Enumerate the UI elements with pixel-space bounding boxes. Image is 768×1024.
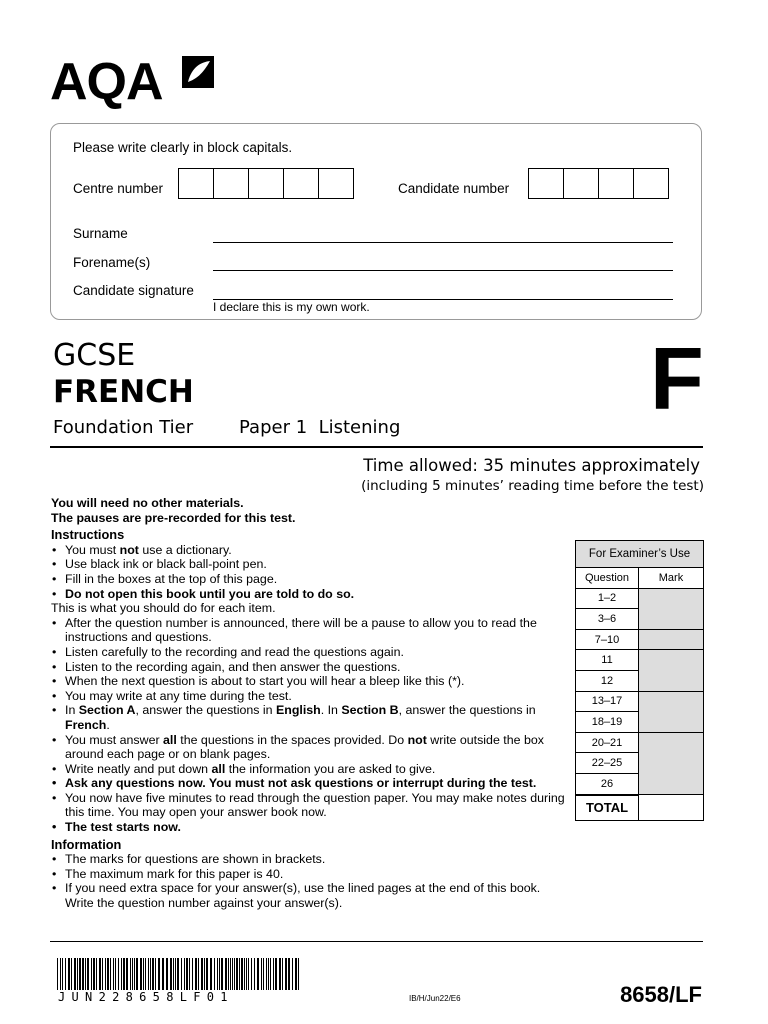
barcode-bar — [123, 958, 125, 990]
candidate-digit-box[interactable] — [563, 168, 599, 199]
barcode-bar — [57, 958, 58, 990]
question-cell: 18–19 — [576, 712, 639, 733]
instructions-body — [51, 496, 571, 911]
barcode-bar — [60, 958, 61, 990]
barcode-bar — [85, 958, 86, 990]
subject-title: FRENCH — [53, 374, 194, 410]
forename-line[interactable] — [213, 270, 673, 271]
barcode-bar — [79, 958, 81, 990]
barcode-bar — [282, 958, 283, 990]
forename-label: Forename(s) — [73, 255, 151, 270]
barcode-bar — [152, 958, 154, 990]
list-item: • Fill in the boxes at the top of this page. — [51, 572, 571, 587]
barcode-bar — [166, 958, 168, 990]
mark-cell — [639, 650, 704, 691]
barcode-bar — [82, 958, 84, 990]
block-capitals-instruction: Please write clearly in block capitals. — [73, 140, 293, 155]
barcode-bar — [279, 958, 281, 990]
barcode-bar — [181, 958, 182, 990]
barcode-bar — [285, 958, 287, 990]
barcode-bar — [198, 958, 199, 990]
barcode-bar — [251, 958, 252, 990]
barcode-bar — [295, 958, 297, 990]
candidate-details-box — [50, 123, 702, 320]
barcode-bar — [96, 958, 97, 990]
barcode-bar — [228, 958, 229, 990]
barcode-bar — [195, 958, 197, 990]
barcode-bar — [74, 958, 76, 990]
candidate-number-boxes[interactable] — [529, 168, 669, 199]
paper-label: Paper 1 Listening — [239, 417, 401, 438]
barcode-bar — [184, 958, 185, 990]
barcode-bar — [91, 958, 92, 990]
barcode-bar — [201, 958, 203, 990]
footer-rule — [50, 941, 703, 942]
list-item: • Write neatly and put down all the information you are asked to give. — [51, 762, 571, 777]
list-item: • The marks for questions are shown in brackets. — [51, 852, 571, 867]
time-allowed: Time allowed: 35 minutes approximately — [363, 456, 700, 475]
barcode-text: JUN228658LF01 — [58, 990, 234, 1004]
barcode — [57, 958, 300, 990]
list-item: • If you need extra space for your answer(s), use the lined pages at the end of this book. Write the question number against your answer(s). — [51, 881, 571, 910]
barcode-bar — [77, 958, 78, 990]
question-cell: 12 — [576, 670, 639, 691]
question-column-header: Question — [576, 568, 639, 589]
barcode-bar — [254, 958, 255, 990]
centre-digit-box[interactable] — [178, 168, 214, 199]
barcode-bar — [115, 958, 116, 990]
mark-column-header: Mark — [639, 568, 704, 589]
barcode-bar — [261, 958, 262, 990]
instructions-intro: This is what you should do for each item. — [51, 601, 276, 616]
mark-cell — [639, 629, 704, 650]
list-item: • Listen carefully to the recording and read the questions again. — [51, 645, 571, 660]
barcode-bar — [121, 958, 122, 990]
aqa-logo — [50, 52, 220, 112]
barcode-bar — [270, 958, 271, 990]
centre-digit-box[interactable] — [248, 168, 284, 199]
tier-letter: F — [650, 329, 704, 428]
barcode-bar — [288, 958, 290, 990]
barcode-bar — [214, 958, 215, 990]
barcode-bar — [162, 958, 164, 990]
tier-label: Foundation Tier — [53, 417, 194, 438]
reading-time-note: (including 5 minutes’ reading time before the test) — [361, 478, 704, 494]
barcode-bar — [173, 958, 174, 990]
candidate-digit-box[interactable] — [633, 168, 669, 199]
barcode-bar — [236, 958, 238, 990]
paper-code: 8658/LF — [620, 982, 702, 1007]
question-cell: 20–21 — [576, 732, 639, 753]
list-item: • In Section A, answer the questions in English. In Section B, answer the questions in French. — [51, 703, 571, 732]
barcode-bar — [107, 958, 109, 990]
barcode-bar — [175, 958, 176, 990]
barcode-bar — [268, 958, 269, 990]
candidate-digit-box[interactable] — [528, 168, 564, 199]
barcode-bar — [99, 958, 101, 990]
list-item: • You must not use a dictionary. — [51, 543, 571, 558]
barcode-bar — [113, 958, 114, 990]
barcode-bar — [217, 958, 218, 990]
pauses-line: The pauses are pre-recorded for this test. — [51, 510, 296, 525]
question-cell: 13–17 — [576, 691, 639, 712]
information-heading: Information — [51, 836, 122, 852]
question-cell: 11 — [576, 650, 639, 671]
centre-digit-box[interactable] — [318, 168, 354, 199]
barcode-bar — [68, 958, 70, 990]
barcode-bar — [186, 958, 188, 990]
barcode-bar — [143, 958, 144, 990]
barcode-bar — [221, 958, 223, 990]
barcode-bar — [292, 958, 293, 990]
barcode-bar — [219, 958, 220, 990]
barcode-bar — [234, 958, 235, 990]
signature-label: Candidate signature — [73, 283, 194, 298]
list-item: • When the next question is about to start you will hear a bleep like this (*). — [51, 674, 571, 689]
surname-label: Surname — [73, 226, 128, 241]
aqa-leaf-icon — [180, 54, 216, 90]
barcode-bar — [136, 958, 138, 990]
list-item: • Listen to the recording again, and then answer the questions. — [51, 660, 571, 675]
instructions-list — [51, 543, 571, 601]
barcode-bar — [241, 958, 243, 990]
barcode-bar — [118, 958, 119, 990]
title-rule — [50, 446, 703, 448]
list-item: • After the question number is announced, there will be a pause to allow you to read the instructions and questions. — [51, 616, 571, 645]
barcode-bar — [189, 958, 190, 990]
barcode-bar — [140, 958, 142, 990]
surname-line[interactable] — [213, 242, 673, 243]
barcode-bar — [192, 958, 193, 990]
question-cell: 22–25 — [576, 753, 639, 774]
barcode-bar — [275, 958, 277, 990]
examiner-table-title: For Examiner’s Use — [576, 541, 704, 568]
barcode-bar — [134, 958, 135, 990]
question-cell: 3–6 — [576, 609, 639, 630]
barcode-bar — [110, 958, 111, 990]
barcode-bar — [232, 958, 233, 990]
barcode-bar — [155, 958, 156, 990]
barcode-bar — [102, 958, 103, 990]
list-item: • Do not open this book until you are told to do so. — [51, 587, 571, 602]
barcode-bar — [126, 958, 128, 990]
total-mark-cell — [639, 795, 704, 821]
item-steps-list — [51, 616, 571, 835]
information-list — [51, 852, 571, 910]
centre-digit-box[interactable] — [213, 168, 249, 199]
qualification-title: GCSE — [53, 338, 136, 373]
barcode-bar — [62, 958, 63, 990]
question-cell: 1–2 — [576, 588, 639, 609]
barcode-bar — [225, 958, 227, 990]
barcode-bar — [177, 958, 179, 990]
barcode-bar — [266, 958, 267, 990]
barcode-bar — [210, 958, 212, 990]
barcode-bar — [71, 958, 72, 990]
barcode-bar — [93, 958, 95, 990]
barcode-bar — [150, 958, 151, 990]
barcode-bar — [204, 958, 205, 990]
candidate-number-label: Candidate number — [398, 181, 510, 196]
barcode-bar — [158, 958, 160, 990]
question-cell: 26 — [576, 773, 639, 794]
declaration-text: I declare this is my own work. — [213, 300, 370, 314]
barcode-bar — [239, 958, 240, 990]
list-item: • Use black ink or black ball-point pen. — [51, 557, 571, 572]
barcode-bar — [105, 958, 106, 990]
materials-line: You will need no other materials. — [51, 496, 244, 510]
barcode-bar — [244, 958, 245, 990]
barcode-bar — [148, 958, 149, 990]
barcode-bar — [170, 958, 172, 990]
list-item: • The maximum mark for this paper is 40. — [51, 867, 571, 882]
barcode-bar — [298, 958, 299, 990]
list-item: • The test starts now. — [51, 820, 571, 835]
list-item: • You must answer all the questions in the spaces provided. Do not write outside the box around each page or on blank pages. — [51, 733, 571, 762]
barcode-bar — [206, 958, 208, 990]
candidate-digit-box[interactable] — [598, 168, 634, 199]
centre-number-boxes[interactable] — [179, 168, 354, 199]
barcode-bar — [263, 958, 264, 990]
paper-reference: IB/H/Jun22/E6 — [409, 994, 461, 1003]
barcode-bar — [130, 958, 131, 990]
list-item: • Ask any questions now. You must not ask questions or interrupt during the test. — [51, 776, 571, 791]
barcode-bar — [273, 958, 274, 990]
total-label: TOTAL — [576, 795, 639, 821]
mark-cell — [639, 691, 704, 732]
barcode-bar — [145, 958, 146, 990]
barcode-bar — [248, 958, 249, 990]
list-item: • You may write at any time during the test. — [51, 689, 571, 704]
barcode-bar — [65, 958, 66, 990]
list-item: • You now have five minutes to read through the question paper. You may make notes during this time. You may open your answer book now. — [51, 791, 571, 820]
barcode-bar — [230, 958, 231, 990]
mark-cell — [639, 588, 704, 629]
examiner-use-table — [575, 540, 704, 821]
logo-text: AQA — [50, 53, 163, 111]
barcode-bar — [132, 958, 133, 990]
question-cell: 7–10 — [576, 629, 639, 650]
barcode-bar — [246, 958, 247, 990]
centre-number-label: Centre number — [73, 181, 164, 196]
barcode-bar — [257, 958, 259, 990]
instructions-heading: Instructions — [51, 527, 125, 543]
mark-cell — [639, 732, 704, 794]
centre-digit-box[interactable] — [283, 168, 319, 199]
barcode-bar — [87, 958, 89, 990]
